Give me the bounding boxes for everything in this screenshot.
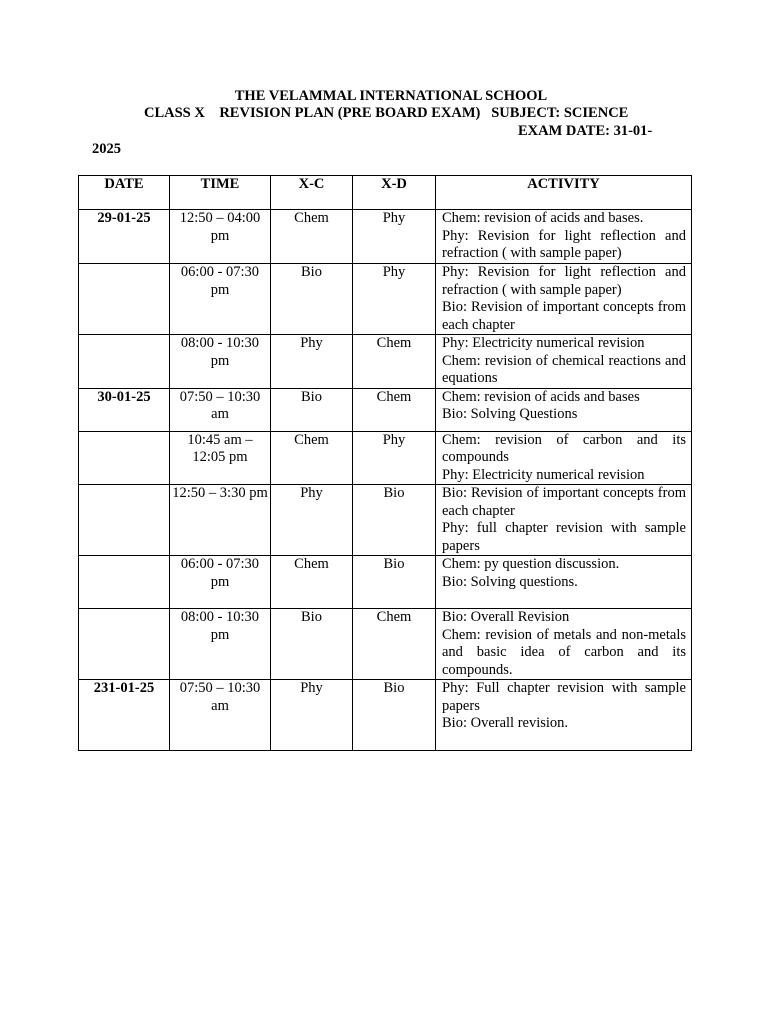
- cell-activity: [436, 680, 692, 751]
- cell-date: 29-01-25: [79, 210, 170, 264]
- cell-xd: Chem: [353, 609, 436, 680]
- cell-xc: Phy: [271, 680, 353, 751]
- cell-date: 231-01-25: [79, 680, 170, 751]
- table-row: [79, 264, 692, 335]
- exam-date: EXAM DATE: 31-01-: [518, 123, 653, 139]
- cell-activity: [436, 609, 692, 680]
- activity-line: Chem: py question discussion.: [442, 556, 620, 572]
- table-row: [79, 210, 692, 264]
- cell-date: [79, 609, 170, 680]
- activity-line: Bio: Solving Questions: [442, 406, 578, 422]
- cell-date: [79, 264, 170, 335]
- cell-date: 30-01-25: [79, 388, 170, 431]
- activity-line: Chem: revision of acids and bases.: [442, 210, 644, 226]
- cell-xd: Bio: [353, 485, 436, 556]
- cell-time: 07:50 – 10:30 am: [170, 388, 271, 431]
- cell-xd: Bio: [353, 680, 436, 751]
- activity-line: Phy: full chapter revision with sample papers: [442, 520, 686, 554]
- column-header-xc: X-C: [271, 176, 353, 210]
- activity-line: Phy: Revision for light reflection and refraction ( with sample paper): [442, 264, 686, 298]
- table-row: [79, 680, 692, 751]
- cell-xc: Chem: [271, 210, 353, 264]
- column-header-date: DATE: [79, 176, 170, 210]
- cell-activity: [436, 210, 692, 264]
- table-row: [79, 609, 692, 680]
- column-header-xd: X-D: [353, 176, 436, 210]
- cell-xd: Chem: [353, 335, 436, 389]
- cell-xc: Bio: [271, 264, 353, 335]
- table-body: [79, 210, 692, 751]
- exam-year: 2025: [92, 141, 121, 157]
- table-row: [79, 388, 692, 431]
- cell-xc: Bio: [271, 609, 353, 680]
- table-header-row: [79, 176, 692, 210]
- cell-activity: [436, 388, 692, 431]
- cell-activity: [436, 431, 692, 485]
- cell-activity: [436, 485, 692, 556]
- cell-date: [79, 485, 170, 556]
- activity-line: Phy: Full chapter revision with sample papers: [442, 680, 686, 714]
- activity-line: Bio: Solving questions.: [442, 573, 578, 590]
- activity-line: Phy: Revision for light reflection and refraction ( with sample paper): [442, 227, 686, 261]
- cell-date: [79, 335, 170, 389]
- cell-time: 10:45 am – 12:05 pm: [170, 431, 271, 485]
- activity-line: Chem: revision of carbon and its compounds: [442, 431, 686, 465]
- cell-xd: Bio: [353, 556, 436, 609]
- activity-line: Bio: Revision of important concepts from each chapter: [442, 485, 686, 519]
- activity-line: Chem: revision of metals and non-metals and basic idea of carbon and its compounds.: [442, 626, 686, 678]
- cell-activity: [436, 335, 692, 389]
- activity-line: Phy: Electricity numerical revision: [442, 466, 645, 483]
- table-row: [79, 485, 692, 556]
- school-name: THE VELAMMAL INTERNATIONAL SCHOOL: [234, 88, 548, 104]
- table-row: [79, 335, 692, 389]
- cell-time: 12:50 – 3:30 pm: [170, 485, 271, 556]
- cell-date: [79, 556, 170, 609]
- cell-xc: Phy: [271, 335, 353, 389]
- activity-line: Phy: Electricity numerical revision: [442, 335, 645, 351]
- plan-subtitle: CLASS X REVISION PLAN (PRE BOARD EXAM) SUBJECT: SCIENCE: [144, 105, 629, 121]
- activity-line: Bio: Overall Revision: [442, 609, 570, 625]
- cell-xd: Chem: [353, 388, 436, 431]
- column-header-activity: ACTIVITY: [436, 176, 692, 210]
- activity-line: Chem: revision of acids and bases: [442, 388, 640, 405]
- activity-line: Bio: Revision of important concepts from each chapter: [442, 299, 686, 333]
- cell-time: 06:00 - 07:30 pm: [170, 556, 271, 609]
- cell-xc: Chem: [271, 556, 353, 609]
- cell-activity: [436, 264, 692, 335]
- cell-xd: Phy: [353, 210, 436, 264]
- revision-plan-table: [78, 175, 692, 751]
- table-row: [79, 556, 692, 609]
- cell-xc: Bio: [271, 388, 353, 431]
- activity-line: Bio: Overall revision.: [442, 715, 569, 731]
- cell-time: 08:00 - 10:30 pm: [170, 335, 271, 389]
- cell-time: 12:50 – 04:00 pm: [170, 210, 271, 264]
- cell-xc: Phy: [271, 485, 353, 556]
- cell-date: [79, 431, 170, 485]
- cell-xd: Phy: [353, 431, 436, 485]
- cell-time: 07:50 – 10:30 am: [170, 680, 271, 751]
- table-row: [79, 431, 692, 485]
- cell-time: 08:00 - 10:30 pm: [170, 609, 271, 680]
- cell-activity: [436, 556, 692, 609]
- cell-xc: Chem: [271, 431, 353, 485]
- column-header-time: TIME: [170, 176, 271, 210]
- cell-xd: Phy: [353, 264, 436, 335]
- activity-line: Chem: revision of chemical reactions and equations: [442, 352, 686, 386]
- cell-time: 06:00 - 07:30 pm: [170, 264, 271, 335]
